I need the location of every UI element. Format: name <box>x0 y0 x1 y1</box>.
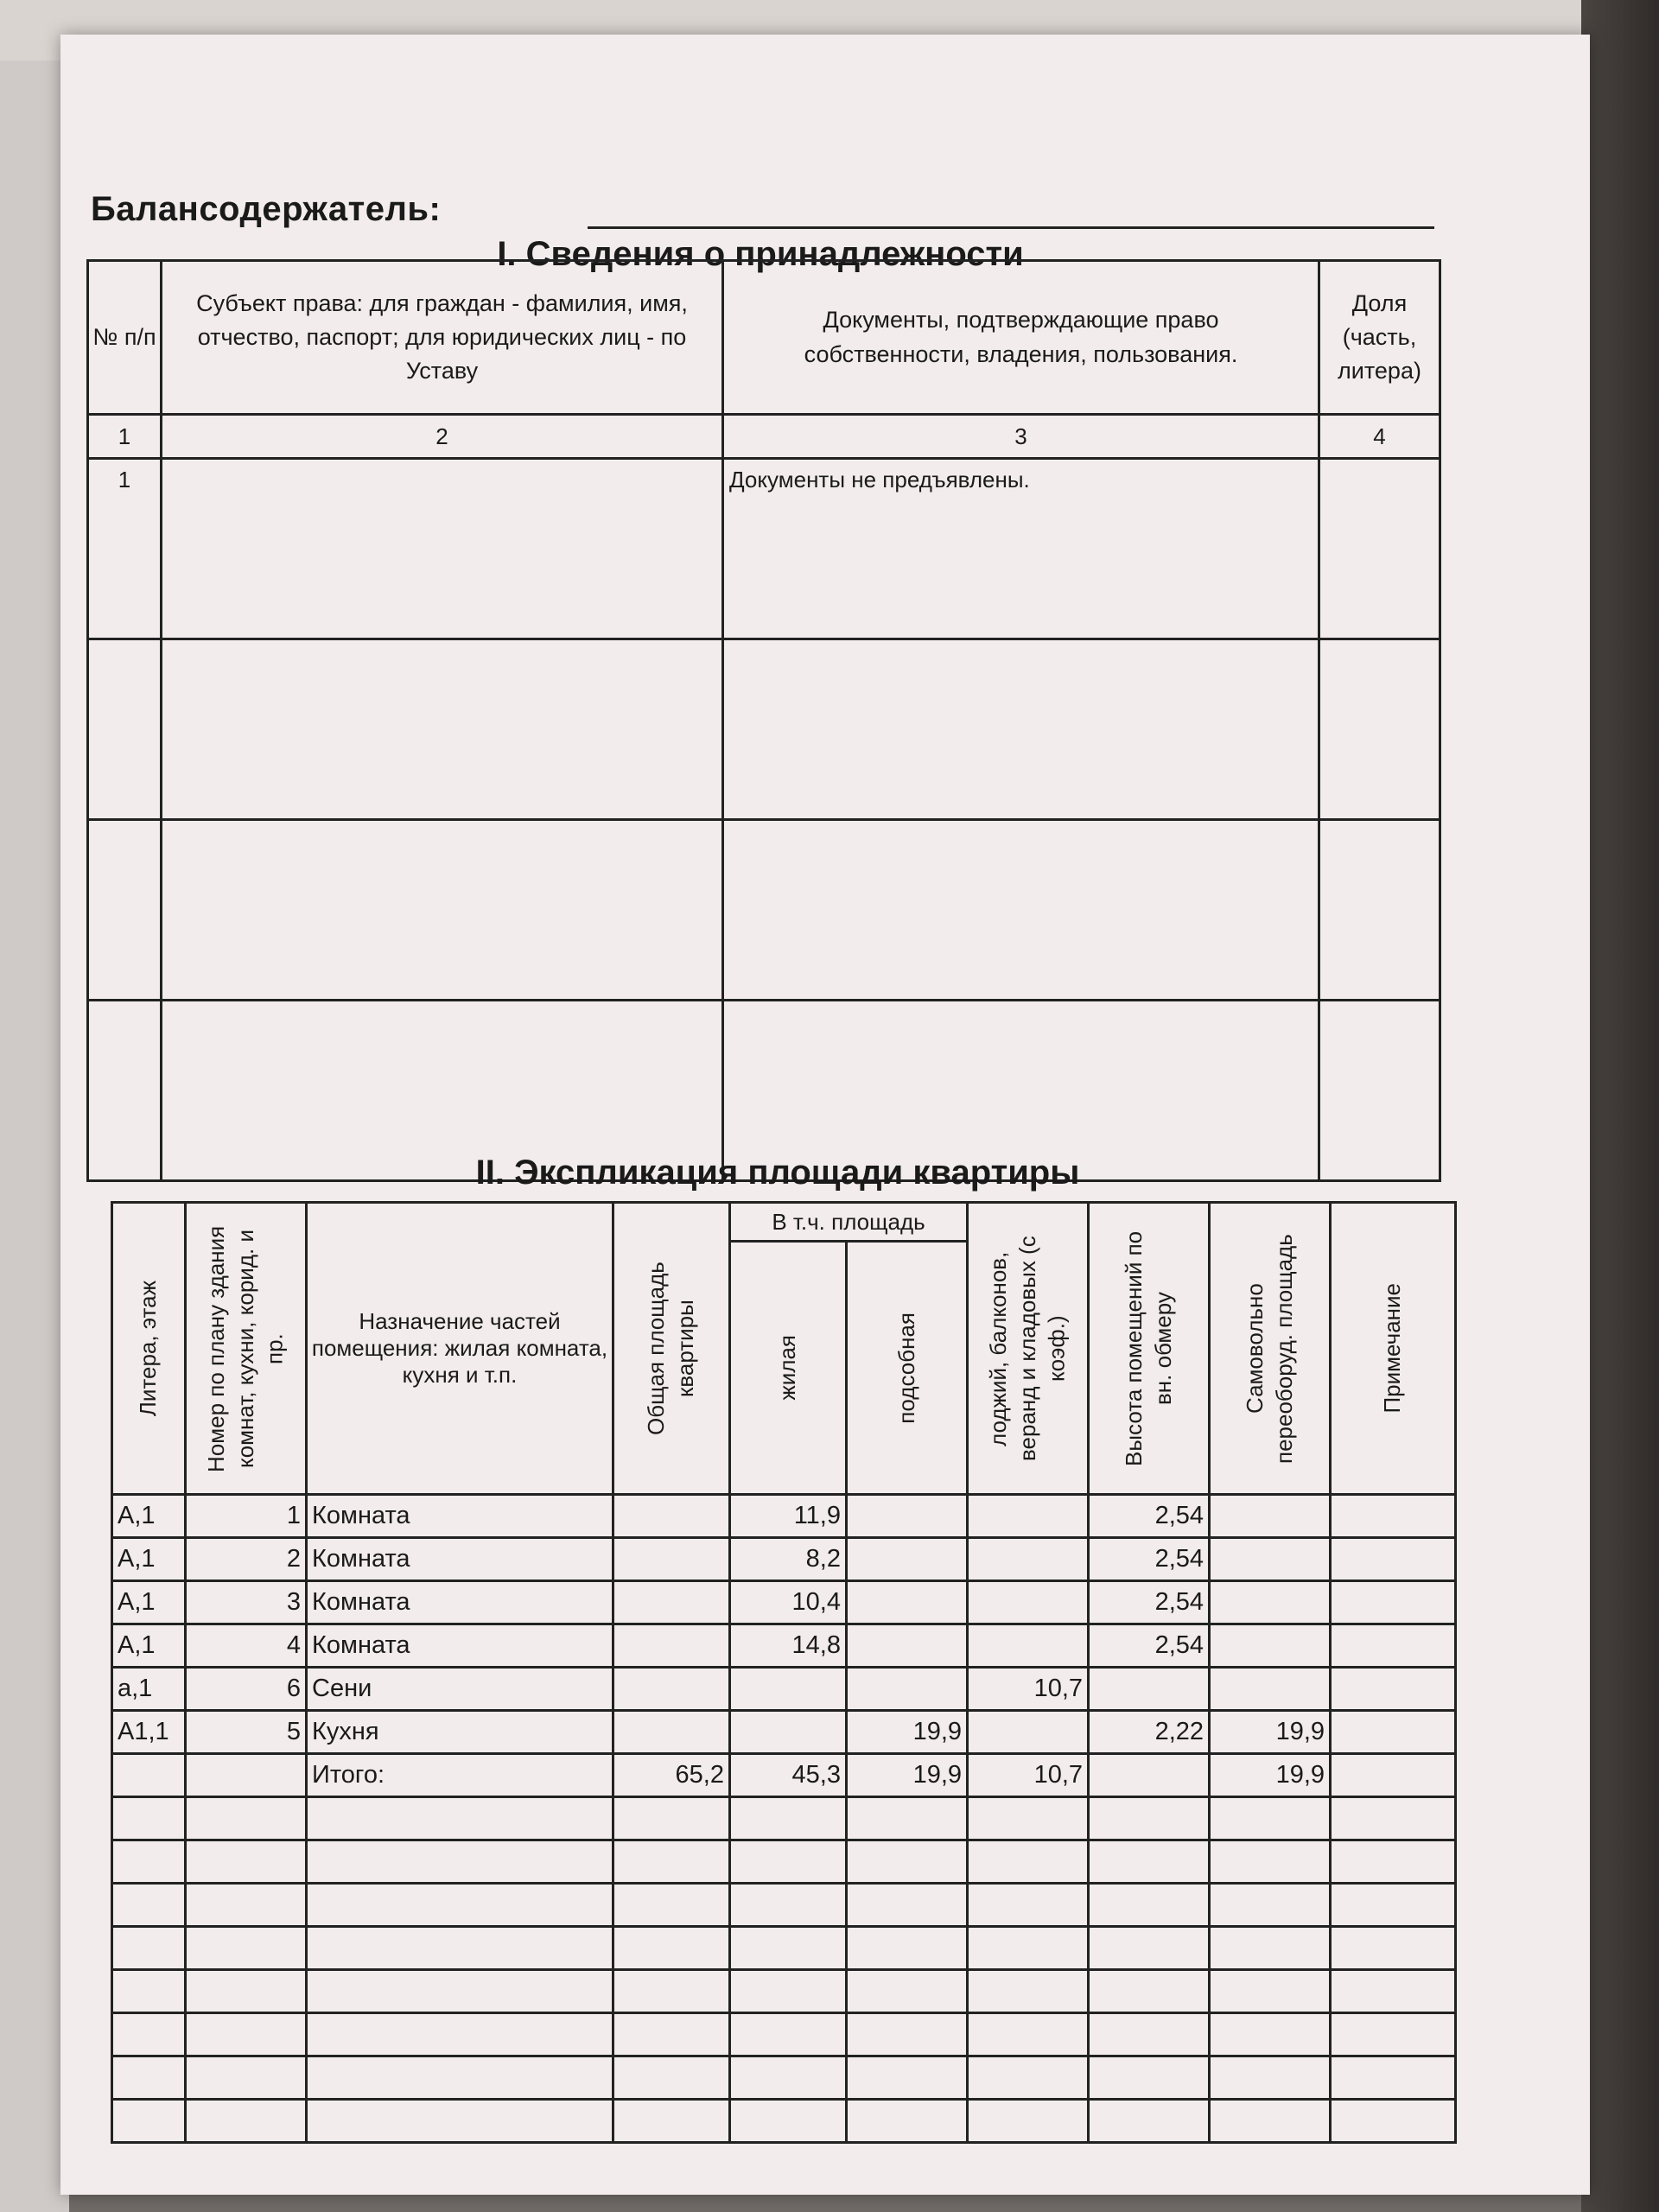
col-number-4: 4 <box>1319 415 1440 459</box>
cell-living-area <box>730 1970 847 2013</box>
cell-loggia-area <box>968 1840 1089 1884</box>
cell-room-number <box>186 2100 307 2143</box>
header-documents: Документы, подтверждающие право собственности, владения, пользования. <box>723 261 1319 415</box>
cell-height: 2,54 <box>1089 1624 1210 1668</box>
cell-total-area <box>613 2100 730 2143</box>
cell-self-built-area <box>1210 1884 1331 1927</box>
cell-living-area <box>730 1840 847 1884</box>
cell-self-built-area <box>1210 1668 1331 1711</box>
cell-auxiliary-area <box>847 1624 968 1668</box>
cell-note <box>1331 2100 1456 2143</box>
cell-room-number <box>186 1754 307 1797</box>
cell-purpose <box>307 1797 613 1840</box>
cell-height <box>1089 2100 1210 2143</box>
cell-height: 2,54 <box>1089 1495 1210 1538</box>
cell-self-built-area <box>1210 1624 1331 1668</box>
col-number-3: 3 <box>723 415 1319 459</box>
header-total-area: Общая площадь квартиры <box>613 1203 730 1495</box>
cell-auxiliary-area <box>847 2100 968 2143</box>
cell-note <box>1331 1797 1456 1840</box>
cell-room-number: 5 <box>186 1711 307 1754</box>
header-living-area: жилая <box>730 1242 847 1495</box>
cell-living-area <box>730 2013 847 2056</box>
cell-loggia-area <box>968 1711 1089 1754</box>
cell-total-area <box>613 1581 730 1624</box>
cell-note <box>1331 1624 1456 1668</box>
cell-loggia-area <box>968 2100 1089 2143</box>
cell-self-built-area <box>1210 1797 1331 1840</box>
cell-living-area: 10,4 <box>730 1581 847 1624</box>
cell-loggia-area <box>968 1927 1089 1970</box>
cell-living-area: 14,8 <box>730 1624 847 1668</box>
header-room-number: Номер по плану здания комнат, кухни, корид. и пр. <box>186 1203 307 1495</box>
cell-loggia-area <box>968 2013 1089 2056</box>
row-share <box>1319 639 1440 820</box>
explication-row <box>112 1581 1456 1624</box>
cell-purpose: Комната <box>307 1538 613 1581</box>
cell-auxiliary-area <box>847 1797 968 1840</box>
row-number <box>88 639 162 820</box>
cell-room-number: 1 <box>186 1495 307 1538</box>
cell-height <box>1089 1970 1210 2013</box>
cell-litera: А,1 <box>112 1538 186 1581</box>
row-documents: Документы не предъявлены. <box>723 459 1319 639</box>
cell-room-number <box>186 2013 307 2056</box>
cell-note <box>1331 1927 1456 1970</box>
cell-self-built-area: 19,9 <box>1210 1754 1331 1797</box>
cell-auxiliary-area: 19,9 <box>847 1754 968 1797</box>
cell-living-area <box>730 2056 847 2100</box>
cell-living-area <box>730 1711 847 1754</box>
header-purpose: Назначение частей помещения: жилая комната, кухня и т.п. <box>307 1203 613 1495</box>
cell-living-area <box>730 1927 847 1970</box>
cell-loggia-area <box>968 1538 1089 1581</box>
cell-self-built-area <box>1210 2013 1331 2056</box>
row-number: 1 <box>88 459 162 639</box>
cell-litera <box>112 1840 186 1884</box>
cell-note <box>1331 2013 1456 2056</box>
cell-litera <box>112 1754 186 1797</box>
cell-height <box>1089 2056 1210 2100</box>
cell-loggia-area <box>968 2056 1089 2100</box>
section2-title: II. Экспликация площади квартиры <box>475 1154 1080 1192</box>
explication-table <box>111 1201 1457 2144</box>
cell-self-built-area <box>1210 1538 1331 1581</box>
cell-total-area <box>613 1624 730 1668</box>
cell-room-number <box>186 1840 307 1884</box>
cell-litera <box>112 1797 186 1840</box>
cell-living-area: 8,2 <box>730 1538 847 1581</box>
explication-row <box>112 1711 1456 1754</box>
header-litera: Литера, этаж <box>112 1203 186 1495</box>
cell-total-area <box>613 2056 730 2100</box>
cell-litera: А,1 <box>112 1581 186 1624</box>
cell-litera <box>112 2056 186 2100</box>
cell-note <box>1331 1754 1456 1797</box>
row-documents <box>723 639 1319 820</box>
cell-auxiliary-area <box>847 1840 968 1884</box>
owner-line <box>588 226 1434 229</box>
cell-height: 2,54 <box>1089 1581 1210 1624</box>
cell-loggia-area <box>968 1797 1089 1840</box>
explication-row <box>112 1538 1456 1581</box>
cell-purpose <box>307 2056 613 2100</box>
cell-total-area <box>613 1840 730 1884</box>
cell-litera <box>112 1970 186 2013</box>
cell-living-area <box>730 2100 847 2143</box>
cell-total-area: 65,2 <box>613 1754 730 1797</box>
cell-self-built-area <box>1210 1495 1331 1538</box>
cell-note <box>1331 1538 1456 1581</box>
cell-purpose: Комната <box>307 1495 613 1538</box>
cell-auxiliary-area <box>847 1884 968 1927</box>
cell-auxiliary-area <box>847 1927 968 1970</box>
cell-total-area <box>613 2013 730 2056</box>
header-subject: Субъект права: для граждан - фамилия, имя, отчество, паспорт; для юридических лиц - по Уставу <box>162 261 723 415</box>
cell-height <box>1089 1840 1210 1884</box>
cell-living-area: 45,3 <box>730 1754 847 1797</box>
cell-room-number: 6 <box>186 1668 307 1711</box>
cell-loggia-area <box>968 1581 1089 1624</box>
cell-loggia-area <box>968 1970 1089 2013</box>
header-self-built: Самовольно переоборуд. площадь <box>1210 1203 1331 1495</box>
cell-auxiliary-area <box>847 2013 968 2056</box>
cell-total-area <box>613 1538 730 1581</box>
background-right <box>1581 0 1659 2212</box>
cell-purpose <box>307 1884 613 1927</box>
explication-row <box>112 1495 1456 1538</box>
cell-purpose: Комната <box>307 1624 613 1668</box>
cell-purpose <box>307 1840 613 1884</box>
cell-purpose: Итого: <box>307 1754 613 1797</box>
row-share <box>1319 459 1440 639</box>
cell-note <box>1331 1711 1456 1754</box>
explication-empty-row <box>112 2056 1456 2100</box>
cell-height: 2,54 <box>1089 1538 1210 1581</box>
explication-body <box>112 1495 1456 2143</box>
row-share <box>1319 820 1440 1001</box>
cell-height <box>1089 1797 1210 1840</box>
cell-auxiliary-area <box>847 1970 968 2013</box>
explication-empty-row <box>112 2100 1456 2143</box>
ownership-column-numbers <box>88 415 1440 459</box>
cell-auxiliary-area: 19,9 <box>847 1711 968 1754</box>
cell-height <box>1089 1884 1210 1927</box>
cell-auxiliary-area <box>847 1538 968 1581</box>
cell-room-number <box>186 1797 307 1840</box>
section1-title: I. Сведения о принадлежности <box>497 235 1024 273</box>
col-number-1: 1 <box>88 415 162 459</box>
cell-purpose: Комната <box>307 1581 613 1624</box>
ownership-row <box>88 639 1440 820</box>
cell-loggia-area: 10,7 <box>968 1668 1089 1711</box>
explication-empty-row <box>112 1927 1456 1970</box>
cell-living-area <box>730 1884 847 1927</box>
cell-litera <box>112 2100 186 2143</box>
row-subject <box>162 639 723 820</box>
cell-living-area <box>730 1797 847 1840</box>
cell-total-area <box>613 1495 730 1538</box>
header-loggia: лоджий, балконов, веранд и кладовых (с коэф.) <box>968 1203 1089 1495</box>
explication-row <box>112 1668 1456 1711</box>
cell-note <box>1331 1970 1456 2013</box>
cell-total-area <box>613 1711 730 1754</box>
cell-self-built-area <box>1210 1927 1331 1970</box>
header-including-area: В т.ч. площадь <box>730 1203 968 1242</box>
row-subject <box>162 459 723 639</box>
cell-note <box>1331 1668 1456 1711</box>
header-auxiliary-area: подсобная <box>847 1242 968 1495</box>
cell-note <box>1331 1884 1456 1927</box>
row-subject <box>162 820 723 1001</box>
cell-purpose: Сени <box>307 1668 613 1711</box>
cell-loggia-area <box>968 1495 1089 1538</box>
cell-auxiliary-area <box>847 2056 968 2100</box>
cell-litera: А,1 <box>112 1495 186 1538</box>
cell-litera: А1,1 <box>112 1711 186 1754</box>
cell-litera: а,1 <box>112 1668 186 1711</box>
cell-self-built-area <box>1210 1970 1331 2013</box>
header-height: Высота помещений по вн. обмеру <box>1089 1203 1210 1495</box>
cell-loggia-area <box>968 1624 1089 1668</box>
explication-row <box>112 1624 1456 1668</box>
cell-room-number <box>186 2056 307 2100</box>
cell-purpose <box>307 1927 613 1970</box>
cell-room-number <box>186 1884 307 1927</box>
row-number <box>88 820 162 1001</box>
cell-living-area <box>730 1668 847 1711</box>
cell-height <box>1089 2013 1210 2056</box>
col-number-2: 2 <box>162 415 723 459</box>
explication-empty-row <box>112 1840 1456 1884</box>
cell-total-area <box>613 1927 730 1970</box>
header-note: Примечание <box>1331 1203 1456 1495</box>
ownership-header-row <box>88 261 1440 415</box>
ownership-row <box>88 459 1440 639</box>
cell-total-area <box>613 1884 730 1927</box>
cell-height <box>1089 1668 1210 1711</box>
cell-total-area <box>613 1797 730 1840</box>
cell-self-built-area <box>1210 1840 1331 1884</box>
row-documents <box>723 820 1319 1001</box>
cell-auxiliary-area <box>847 1668 968 1711</box>
cell-room-number: 2 <box>186 1538 307 1581</box>
cell-self-built-area: 19,9 <box>1210 1711 1331 1754</box>
cell-litera: А,1 <box>112 1624 186 1668</box>
cell-total-area <box>613 1970 730 2013</box>
header-share: Доля (часть, литера) <box>1319 261 1440 415</box>
cell-note <box>1331 2056 1456 2100</box>
cell-auxiliary-area <box>847 1581 968 1624</box>
explication-header-row-1 <box>112 1203 1456 1242</box>
cell-auxiliary-area <box>847 1495 968 1538</box>
cell-loggia-area <box>968 1884 1089 1927</box>
explication-empty-row <box>112 1884 1456 1927</box>
cell-room-number <box>186 1927 307 1970</box>
cell-litera <box>112 1927 186 1970</box>
cell-self-built-area <box>1210 2100 1331 2143</box>
cell-height <box>1089 1927 1210 1970</box>
cell-height <box>1089 1754 1210 1797</box>
background-left-page <box>0 60 69 2212</box>
explication-empty-row <box>112 1797 1456 1840</box>
cell-self-built-area <box>1210 1581 1331 1624</box>
cell-loggia-area: 10,7 <box>968 1754 1089 1797</box>
cell-purpose <box>307 1970 613 2013</box>
cell-height: 2,22 <box>1089 1711 1210 1754</box>
ownership-table <box>86 259 1441 1182</box>
cell-purpose <box>307 2013 613 2056</box>
cell-note <box>1331 1840 1456 1884</box>
cell-total-area <box>613 1668 730 1711</box>
cell-litera <box>112 2013 186 2056</box>
cell-purpose: Кухня <box>307 1711 613 1754</box>
ownership-row <box>88 820 1440 1001</box>
cell-self-built-area <box>1210 2056 1331 2100</box>
header-number: № п/п <box>88 261 162 415</box>
cell-room-number <box>186 1970 307 2013</box>
owner-label: Балансодержатель: <box>91 190 442 228</box>
cell-litera <box>112 1884 186 1927</box>
cell-note <box>1331 1581 1456 1624</box>
explication-empty-row <box>112 2013 1456 2056</box>
explication-empty-row <box>112 1970 1456 2013</box>
cell-living-area: 11,9 <box>730 1495 847 1538</box>
explication-row <box>112 1754 1456 1797</box>
cell-note <box>1331 1495 1456 1538</box>
cell-room-number: 4 <box>186 1624 307 1668</box>
cell-room-number: 3 <box>186 1581 307 1624</box>
cell-purpose <box>307 2100 613 2143</box>
